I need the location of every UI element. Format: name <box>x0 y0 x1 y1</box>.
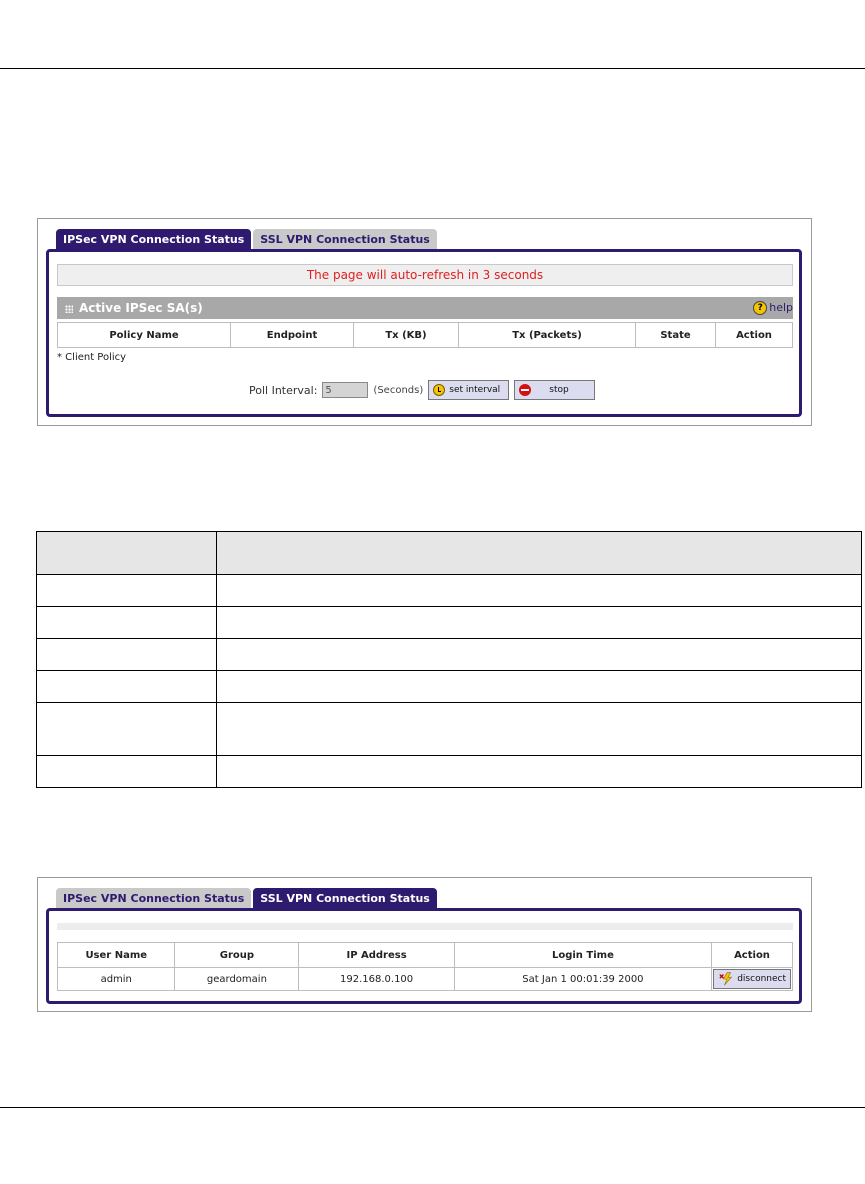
tab-ipsec-vpn-status[interactable]: IPSec VPN Connection Status <box>56 888 251 909</box>
tab-ipsec-vpn-status[interactable]: IPSec VPN Connection Status <box>56 229 251 250</box>
table-row <box>37 671 862 703</box>
table-cell <box>37 756 217 788</box>
disconnect-button[interactable] <box>713 969 791 989</box>
grip-icon <box>65 305 73 313</box>
ipsec-panel <box>46 249 802 417</box>
column-header-action: Action <box>716 323 793 348</box>
table-cell <box>217 703 862 756</box>
ssl-sessions-table <box>57 942 793 991</box>
disconnect-icon <box>718 972 734 986</box>
table-cell <box>217 756 862 788</box>
tab-ssl-vpn-status[interactable]: SSL VPN Connection Status <box>253 888 437 909</box>
column-header-endpoint: Endpoint <box>231 323 354 348</box>
column-header-user-name: User Name <box>58 943 175 968</box>
ssl-panel <box>46 908 802 1004</box>
table-header-row <box>58 323 793 348</box>
tab-bar <box>56 229 439 250</box>
table-row <box>37 703 862 756</box>
stop-icon <box>519 384 531 396</box>
stop-button[interactable] <box>514 380 595 400</box>
clock-icon <box>433 384 445 396</box>
poll-interval-input[interactable] <box>322 382 368 398</box>
column-header-policy-name: Policy Name <box>58 323 231 348</box>
spacer-bar <box>57 923 793 930</box>
ssl-status-screenshot <box>37 877 812 1012</box>
cell-user-name: admin <box>58 968 175 991</box>
stop-label: stop <box>549 385 569 395</box>
column-header-tx-packets: Tx (Packets) <box>459 323 636 348</box>
cell-login-time: Sat Jan 1 00:01:39 2000 <box>454 968 711 991</box>
set-interval-button[interactable] <box>428 380 509 400</box>
bottom-rule <box>0 1107 865 1108</box>
help-icon: ? <box>753 301 767 315</box>
table-cell <box>217 532 862 575</box>
cell-ip-address: 192.168.0.100 <box>299 968 455 991</box>
disconnect-label: disconnect <box>737 974 786 984</box>
table-cell <box>37 639 217 671</box>
table-row <box>37 639 862 671</box>
tab-ssl-vpn-status[interactable]: SSL VPN Connection Status <box>253 229 437 250</box>
client-policy-note: * Client Policy <box>57 352 127 363</box>
description-table <box>36 531 862 788</box>
ipsec-sa-table <box>57 322 793 348</box>
table-cell <box>217 575 862 607</box>
poll-interval-row <box>249 380 600 400</box>
tab-bar <box>56 888 439 909</box>
table-cell <box>217 671 862 703</box>
table-row <box>37 575 862 607</box>
help-label: help <box>769 301 793 314</box>
cell-group: geardomain <box>175 968 299 991</box>
poll-interval-label: Poll Interval: <box>249 383 318 397</box>
column-header-action: Action <box>712 943 793 968</box>
active-ipsec-sa-header <box>57 297 793 319</box>
table-cell <box>217 639 862 671</box>
table-header-row <box>58 943 793 968</box>
table-cell <box>37 703 217 756</box>
ipsec-status-screenshot <box>37 218 812 426</box>
poll-interval-unit: (Seconds) <box>373 384 424 396</box>
cell-action <box>712 968 793 991</box>
section-title: Active IPSec SA(s) <box>79 301 203 315</box>
table-row <box>58 968 793 991</box>
column-header-login-time: Login Time <box>454 943 711 968</box>
auto-refresh-message: The page will auto-refresh in 3 seconds <box>57 264 793 286</box>
table-row <box>37 756 862 788</box>
help-link[interactable] <box>753 297 793 319</box>
table-cell <box>217 607 862 639</box>
table-cell <box>37 532 217 575</box>
table-cell <box>37 671 217 703</box>
column-header-ip-address: IP Address <box>299 943 455 968</box>
table-cell <box>37 607 217 639</box>
column-header-group: Group <box>175 943 299 968</box>
column-header-tx-kb: Tx (KB) <box>354 323 459 348</box>
description-table-header <box>37 532 862 575</box>
top-rule <box>0 68 865 69</box>
table-row <box>37 607 862 639</box>
set-interval-label: set interval <box>449 385 501 395</box>
column-header-state: State <box>636 323 716 348</box>
table-cell <box>37 575 217 607</box>
